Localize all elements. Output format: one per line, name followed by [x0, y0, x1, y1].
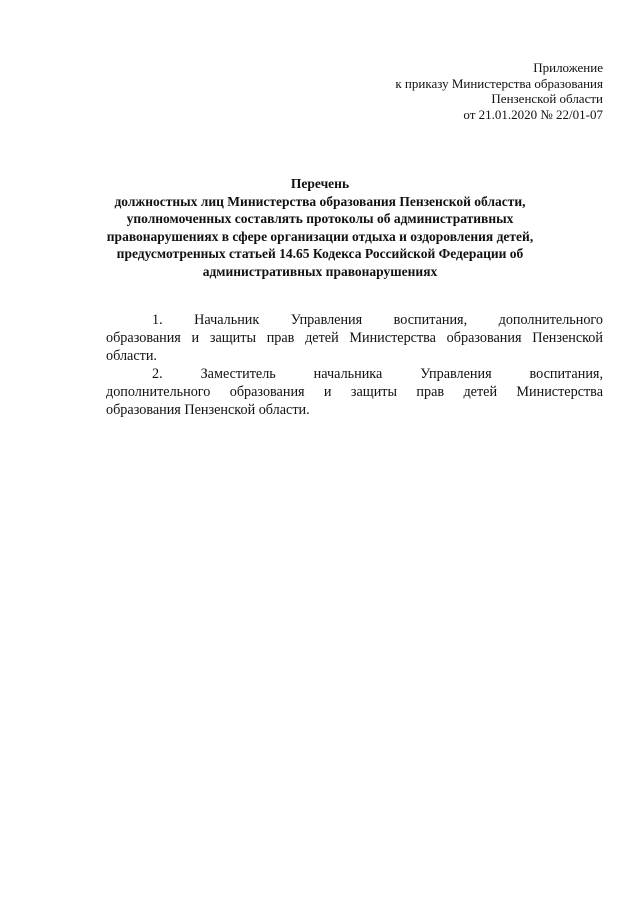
list-item-line: образования и защиты прав детей Министерства образования Пензенской: [106, 330, 603, 346]
appendix-region: Пензенской области: [491, 91, 603, 106]
appendix-label: Приложение: [533, 60, 603, 75]
title-line: должностных лиц Министерства образования Пензенской области,: [114, 193, 526, 209]
list-item-line: образования Пензенской области.: [106, 402, 310, 418]
list-item: [106, 365, 603, 419]
list-item-line: области.: [106, 348, 157, 364]
title-line: уполномоченных составлять протоколы об административных: [126, 211, 514, 226]
list-item: [106, 311, 603, 365]
document-title: [100, 175, 540, 280]
appendix-order-reference: к приказу Министерства образования: [395, 75, 603, 91]
list-item-line: 1. Начальник Управления воспитания, дополнительного: [152, 312, 603, 328]
title-line: правонарушениях в сфере организации отдыха и оздоровления детей,: [106, 228, 534, 244]
appendix-order-date-number: от 21.01.2020 № 22/01-07: [463, 106, 603, 122]
officials-list: [106, 311, 603, 419]
list-item-line: 2. Заместитель начальника Управления воспитания,: [152, 366, 603, 382]
title-line: предусмотренных статьей 14.65 Кодекса Российской Федерации об: [116, 246, 524, 261]
title-heading: Перечень: [290, 176, 350, 191]
appendix-header: [395, 60, 603, 122]
title-line: административных правонарушениях: [202, 263, 438, 279]
list-item-line: дополнительного образования и защиты прав детей Министерства: [106, 384, 603, 400]
